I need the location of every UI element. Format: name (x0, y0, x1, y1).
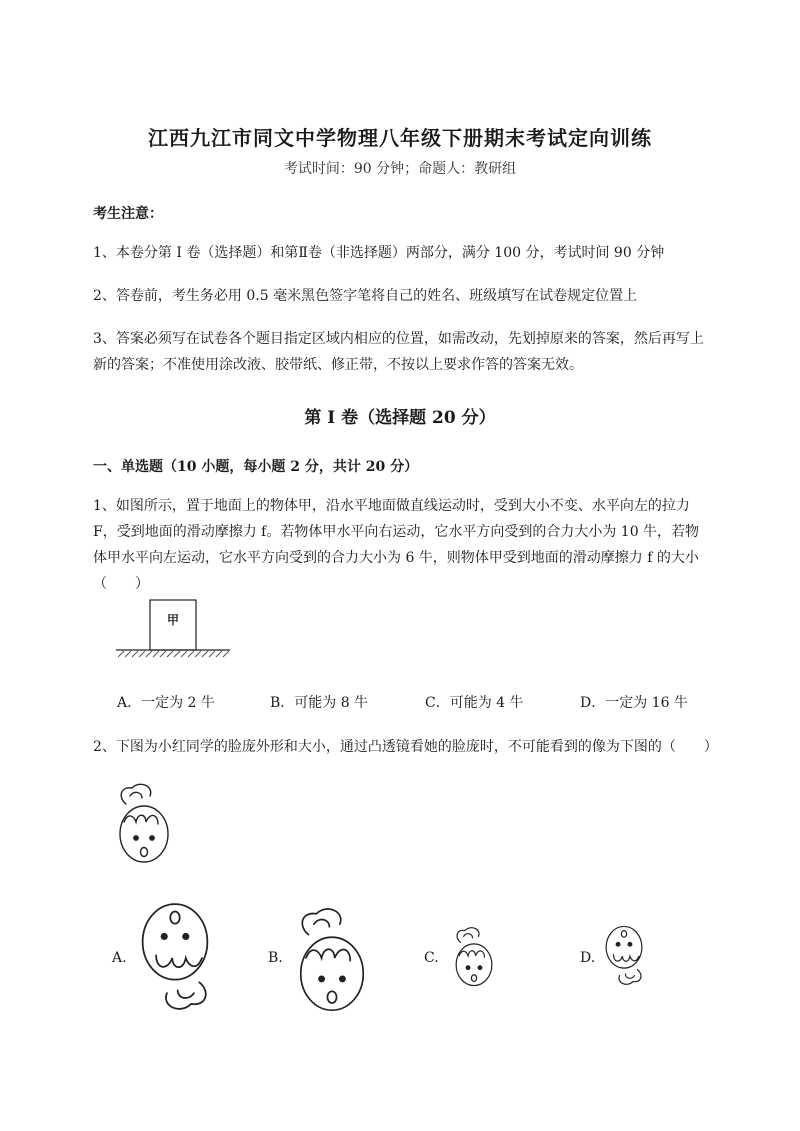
notice-heading: 考生注意： (93, 206, 163, 222)
exam-info: 考试时间：90 分钟；命题人：教研组 (283, 161, 517, 177)
question-2-text: 2、下图为小红同学的脸庞外形和大小，通过凸透镜看她的脸庞时，不可能看到的像为下图的（ ） (93, 739, 718, 755)
q2-option-c-label[interactable]: C. (424, 950, 439, 966)
ground-hatching (118, 651, 229, 657)
reference-face-drawing (112, 782, 176, 868)
q1-option-b[interactable]: B．可能为 8 牛 (270, 695, 369, 711)
notice-item-3: 3、答案必须写在试卷各个题目指定区域内相应的位置，如需改动，先划掉原来的答案，然后再写上新的答案；不准使用涂改液、胶带纸、修正带，不按以上要求作答的答案无效。 (93, 331, 704, 373)
notice-item-1: 1、本卷分第 I 卷（选择题）和第Ⅱ卷（非选择题）两部分，满分 100 分，考试时间 90 分钟 (93, 245, 665, 261)
q2-option-b-label[interactable]: B. (268, 950, 283, 966)
question-1-text: 1、如图所示，置于地面上的物体甲，沿水平地面做直线运动时，受到大小不变、水平向左的拉力 F，受到地面的滑动摩擦力 f。若物体甲水平向右运动，它水平方向受到的合力大小为 10 牛，若物体甲水平向左运动，它水平方向受到的合力大小为 6 牛，则物体甲受到地面的滑动摩擦力 f 的大小（ ） (93, 498, 700, 592)
q2-option-c-image[interactable] (450, 926, 498, 990)
section-title: 第 I 卷（选择题 20 分） (304, 408, 496, 428)
question-1-figure (112, 596, 234, 660)
q2-option-a-label[interactable]: A. (112, 950, 127, 966)
page-title: 江西九江市同文中学物理八年级下册期末考试定向训练 (148, 126, 652, 150)
q2-option-d-image[interactable] (600, 922, 648, 986)
q2-option-a-image[interactable] (130, 896, 220, 1012)
q2-option-b-image[interactable] (290, 906, 374, 1018)
q1-option-c[interactable]: C．可能为 4 牛 (425, 695, 524, 711)
q1-option-a[interactable]: A．一定为 2 牛 (117, 695, 215, 711)
q2-option-d-label[interactable]: D. (580, 950, 596, 966)
notice-item-2: 2、答卷前，考生务必用 0.5 毫米黑色签字笔将自己的姓名、班级填写在试卷规定位置上 (93, 288, 638, 304)
part-heading: 一、单选题（10 小题，每小题 2 分，共计 20 分） (93, 459, 419, 475)
q1-option-d[interactable]: D．一定为 16 牛 (580, 695, 688, 711)
block-label: 甲 (166, 613, 180, 627)
